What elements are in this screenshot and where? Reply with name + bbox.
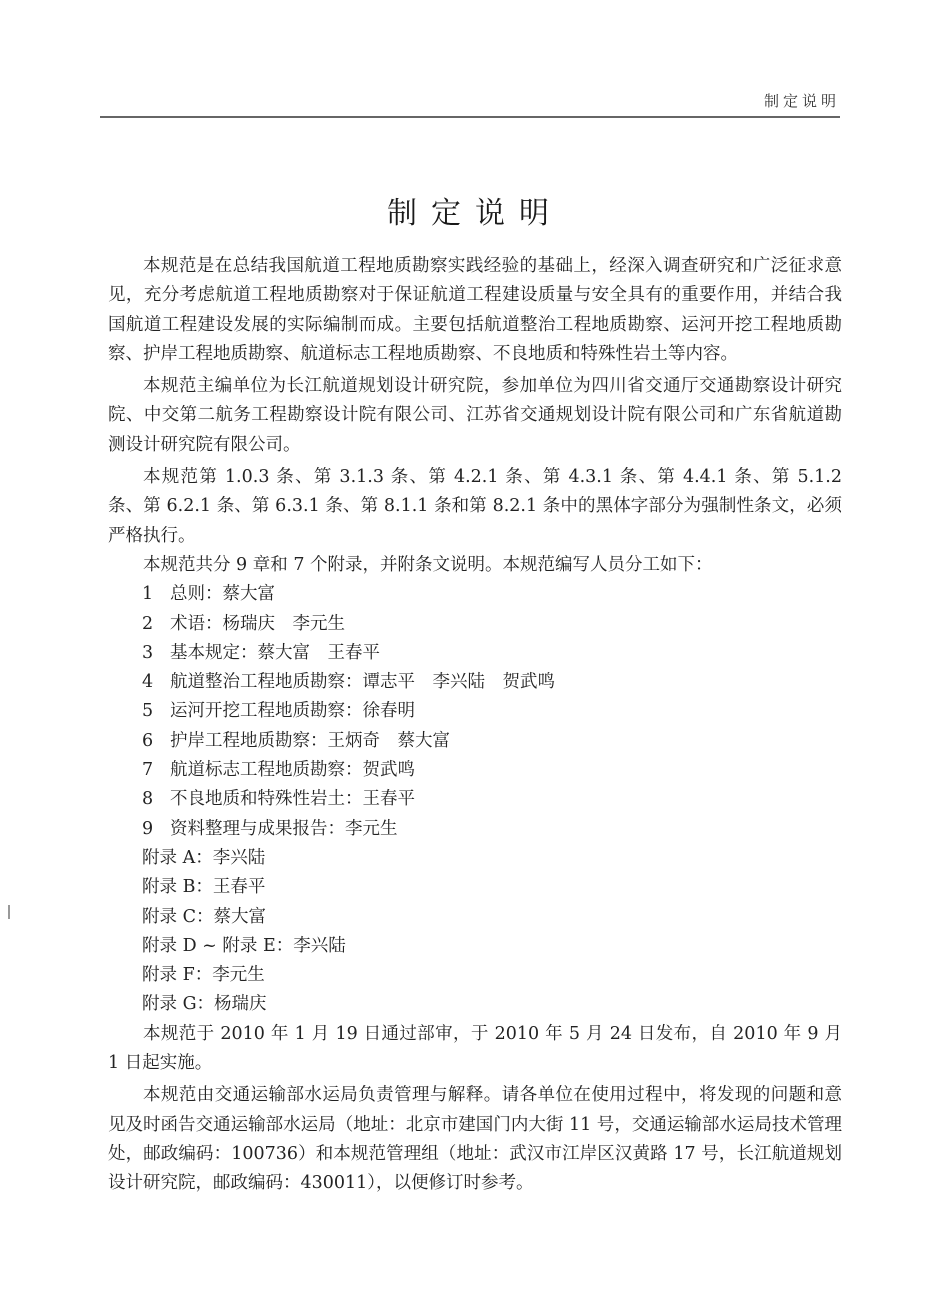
chapter-item [108,580,842,609]
appendix-author-list [108,844,842,1020]
appendix-item: 附录 C：蔡大富 [142,906,266,927]
margin-mark [8,905,10,919]
chapter-number: 1 [142,584,154,605]
paragraph-management: 本规范由交通运输部水运局负责管理与解释。请各单位在使用过程中，将发现的问题和意见及时函告交通运输部水运局（地址：北京市建国门内大街 11 号，交通运输部水运局技术管理处，邮政编码：100736）和本规范管理组（地址：武汉市江岸区汉黄路 17 号，长江航道规划设计研究院，邮政编码：430011），以便修订时参考。 [108,1085,842,1194]
document-body [108,252,842,1199]
chapter-text: 航道整治工程地质勘察：谭志平 李兴陆 贺武鸣 [170,672,555,693]
header-divider [100,116,840,118]
paragraph-mandatory-clauses: 本规范第 1.0.3 条、第 3.1.3 条、第 4.2.1 条、第 4.3.1 条、第 4.4.1 条、第 5.1.2 条、第 6.2.1 条、第 6.3.1 条、第 8.1.1 条和第 8.2.1 条中的黑体字部分为强制性条文，必须严格执行。 [108,467,842,546]
chapter-author-list [108,580,842,844]
chapter-text: 术语：杨瑞庆 李元生 [170,613,345,634]
chapter-number: 4 [142,672,154,693]
chapter-number: 9 [142,818,154,839]
paragraph-overview: 本规范是在总结我国航道工程地质勘察实践经验的基础上，经深入调查研究和广泛征求意见，充分考虑航道工程地质勘察对于保证航道工程建设质量与安全具有的重要作用，并结合我国航道工程建设发展的实际编制而成。主要包括航道整治工程地质勘察、运河开挖工程地质勘察、护岸工程地质勘察、航道标志工程地质勘察、不良地质和特殊性岩土等内容。 [108,256,842,364]
running-header-title: 制定说明 [763,92,840,110]
chapter-number: 7 [142,760,154,781]
paragraph-effective-date: 本规范于 2010 年 1 月 19 日通过部审，于 2010 年 5 月 24 日发布，自 2010 年 9 月 1 日起实施。 [108,1023,842,1074]
chapter-item [108,727,842,756]
chapter-text: 护岸工程地质勘察：王炳奇 蔡大富 [170,730,450,751]
appendix-item: 附录 A：李兴陆 [142,847,266,868]
chapter-text: 基本规定：蔡大富 王春平 [170,642,380,663]
paragraph-structure: 本规范共分 9 章和 7 个附录，并附条文说明。本规范编写人员分工如下： [143,554,713,575]
chapter-text: 运河开挖工程地质勘察：徐春明 [170,701,415,722]
chapter-number: 3 [142,642,154,663]
chapter-item [108,610,842,639]
chapter-number: 6 [142,730,154,751]
chapter-number: 2 [142,613,154,634]
chapter-text: 航道标志工程地质勘察：贺武鸣 [170,760,415,781]
appendix-item: 附录 F：李元生 [142,965,265,986]
chapter-item [108,756,842,785]
page-title: 制定说明 [387,196,563,231]
chapter-item [108,639,842,668]
chapter-item [108,668,842,697]
appendix-item: 附录 D ~ 附录 E：李兴陆 [142,935,346,956]
chapter-number: 5 [142,701,154,722]
chapter-text: 不良地质和特殊性岩土：王春平 [170,789,415,810]
appendix-item: 附录 G：杨瑞庆 [142,994,267,1015]
chapter-number: 8 [142,789,154,810]
chapter-text: 资料整理与成果报告：李元生 [170,818,398,839]
chapter-item [108,697,842,726]
appendix-item: 附录 B：王春平 [142,877,266,898]
chapter-item [108,785,842,814]
paragraph-organizations: 本规范主编单位为长江航道规划设计研究院，参加单位为四川省交通厅交通勘察设计研究院、中交第二航务工程勘察设计院有限公司、江苏省交通规划设计院有限公司和广东省航道勘测设计研究院有限公司。 [108,376,842,455]
chapter-text: 总则：蔡大富 [170,584,275,605]
chapter-item [108,815,842,844]
